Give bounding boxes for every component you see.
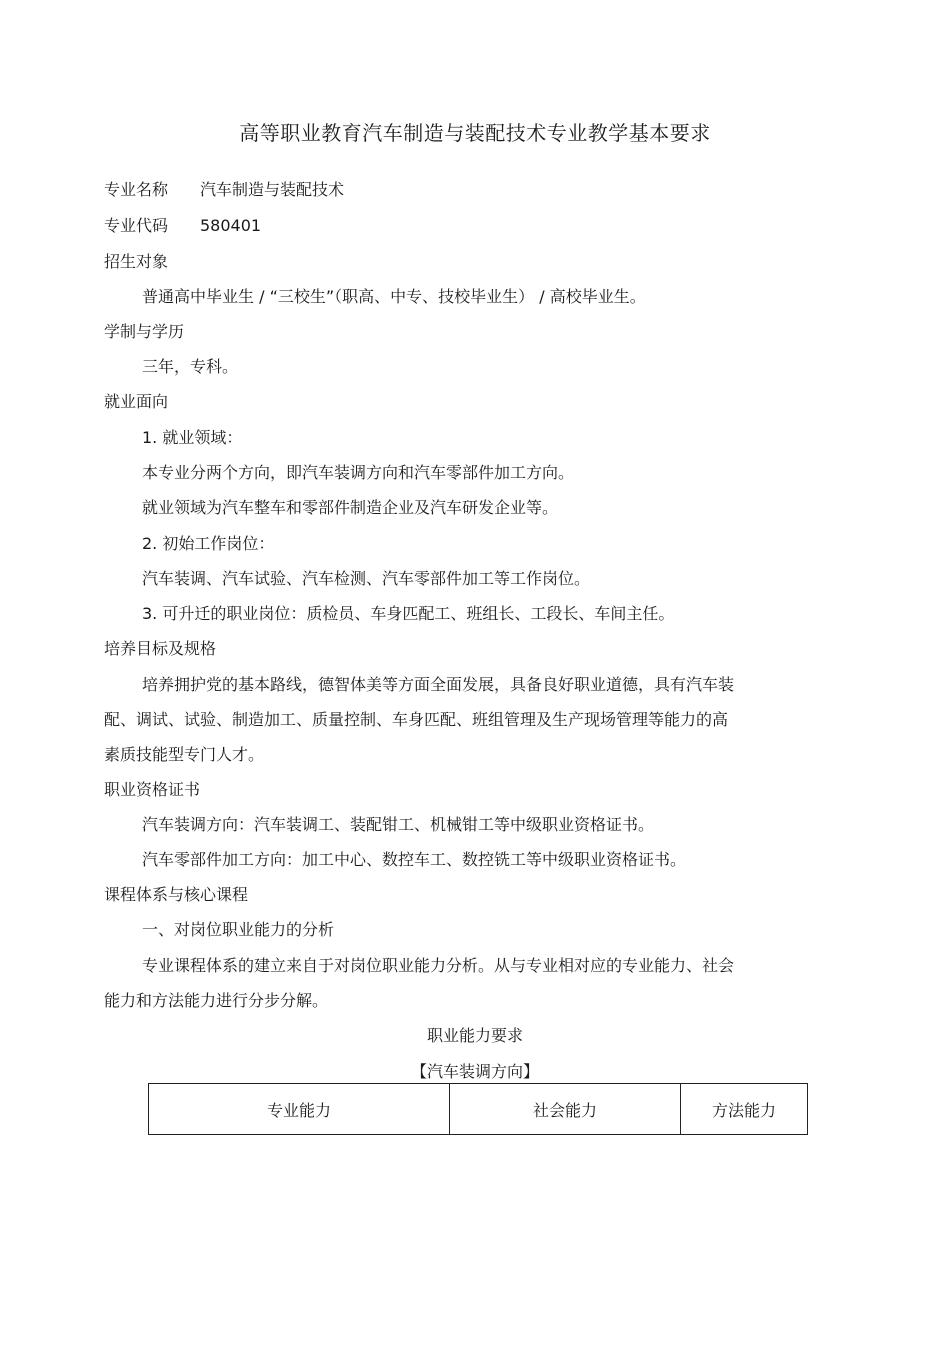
employment-initial-text: 汽车装调、汽车试验、汽车检测、汽车零部件加工等工作岗位。 xyxy=(142,569,591,588)
enrollment-text: 普通高中毕业生 / “三校生”（职高、中专、技校毕业生） / 高校毕业生。 xyxy=(142,287,646,306)
goals-line-2: 配、调试、试验、制造加工、质量控制、车身匹配、班组管理及生产现场管理等能力的高 xyxy=(104,710,729,729)
curriculum-line-2: 能力和方法能力进行分步分解。 xyxy=(104,991,329,1010)
ability-table xyxy=(148,1083,808,1135)
table-subcaption: 【汽车装调方向】 xyxy=(410,1062,539,1081)
header-professional-ability: 专业能力 xyxy=(149,1084,450,1135)
curriculum-heading: 课程体系与核心课程 xyxy=(104,885,249,904)
goals-heading: 培养目标及规格 xyxy=(104,639,217,658)
certificates-heading: 职业资格证书 xyxy=(104,780,201,799)
certificates-line-2: 汽车零部件加工方向：加工中心、数控车工、数控铣工等中级职业资格证书。 xyxy=(142,850,687,869)
major-name-label: 专业名称 xyxy=(104,180,169,199)
duration-heading: 学制与学历 xyxy=(104,322,185,341)
header-social-ability: 社会能力 xyxy=(450,1084,681,1135)
certificates-line-1: 汽车装调方向：汽车装调工、装配钳工、机械钳工等中级职业资格证书。 xyxy=(142,815,655,834)
employment-field-text-2: 就业领域为汽车整车和零部件制造企业及汽车研发企业等。 xyxy=(142,498,559,517)
table-caption: 职业能力要求 xyxy=(426,1026,523,1045)
enrollment-heading: 招生对象 xyxy=(104,252,169,271)
major-name-row xyxy=(104,180,168,200)
header-method-ability: 方法能力 xyxy=(681,1084,808,1135)
major-code-label: 专业代码 xyxy=(104,216,169,235)
table-header-row xyxy=(149,1084,808,1135)
page-title: 高等职业教育汽车制造与装配技术专业教学基本要求 xyxy=(239,121,711,145)
major-code-value: 580401 xyxy=(200,216,262,235)
goals-line-1: 培养拥护党的基本路线，德智体美等方面全面发展，具备良好职业道德，具有汽车装 xyxy=(142,675,735,694)
curriculum-line-1: 专业课程体系的建立来自于对岗位职业能力分析。从与专业相对应的专业能力、社会 xyxy=(142,956,735,975)
employment-promotion: 3. 可升迁的职业岗位：质检员、车身匹配工、班组长、工段长、车间主任。 xyxy=(142,604,675,623)
employment-field-text-1: 本专业分两个方向，即汽车装调方向和汽车零部件加工方向。 xyxy=(142,463,575,482)
duration-text: 三年，专科。 xyxy=(142,357,239,376)
employment-initial-label: 2. 初始工作岗位： xyxy=(142,534,275,553)
curriculum-subheading: 一、对岗位职业能力的分析 xyxy=(142,920,335,939)
major-name-value: 汽车制造与装配技术 xyxy=(200,180,345,199)
employment-heading: 就业面向 xyxy=(104,392,169,411)
employment-field-label: 1. 就业领域： xyxy=(142,428,243,447)
goals-line-3: 素质技能型专门人才。 xyxy=(104,745,265,764)
